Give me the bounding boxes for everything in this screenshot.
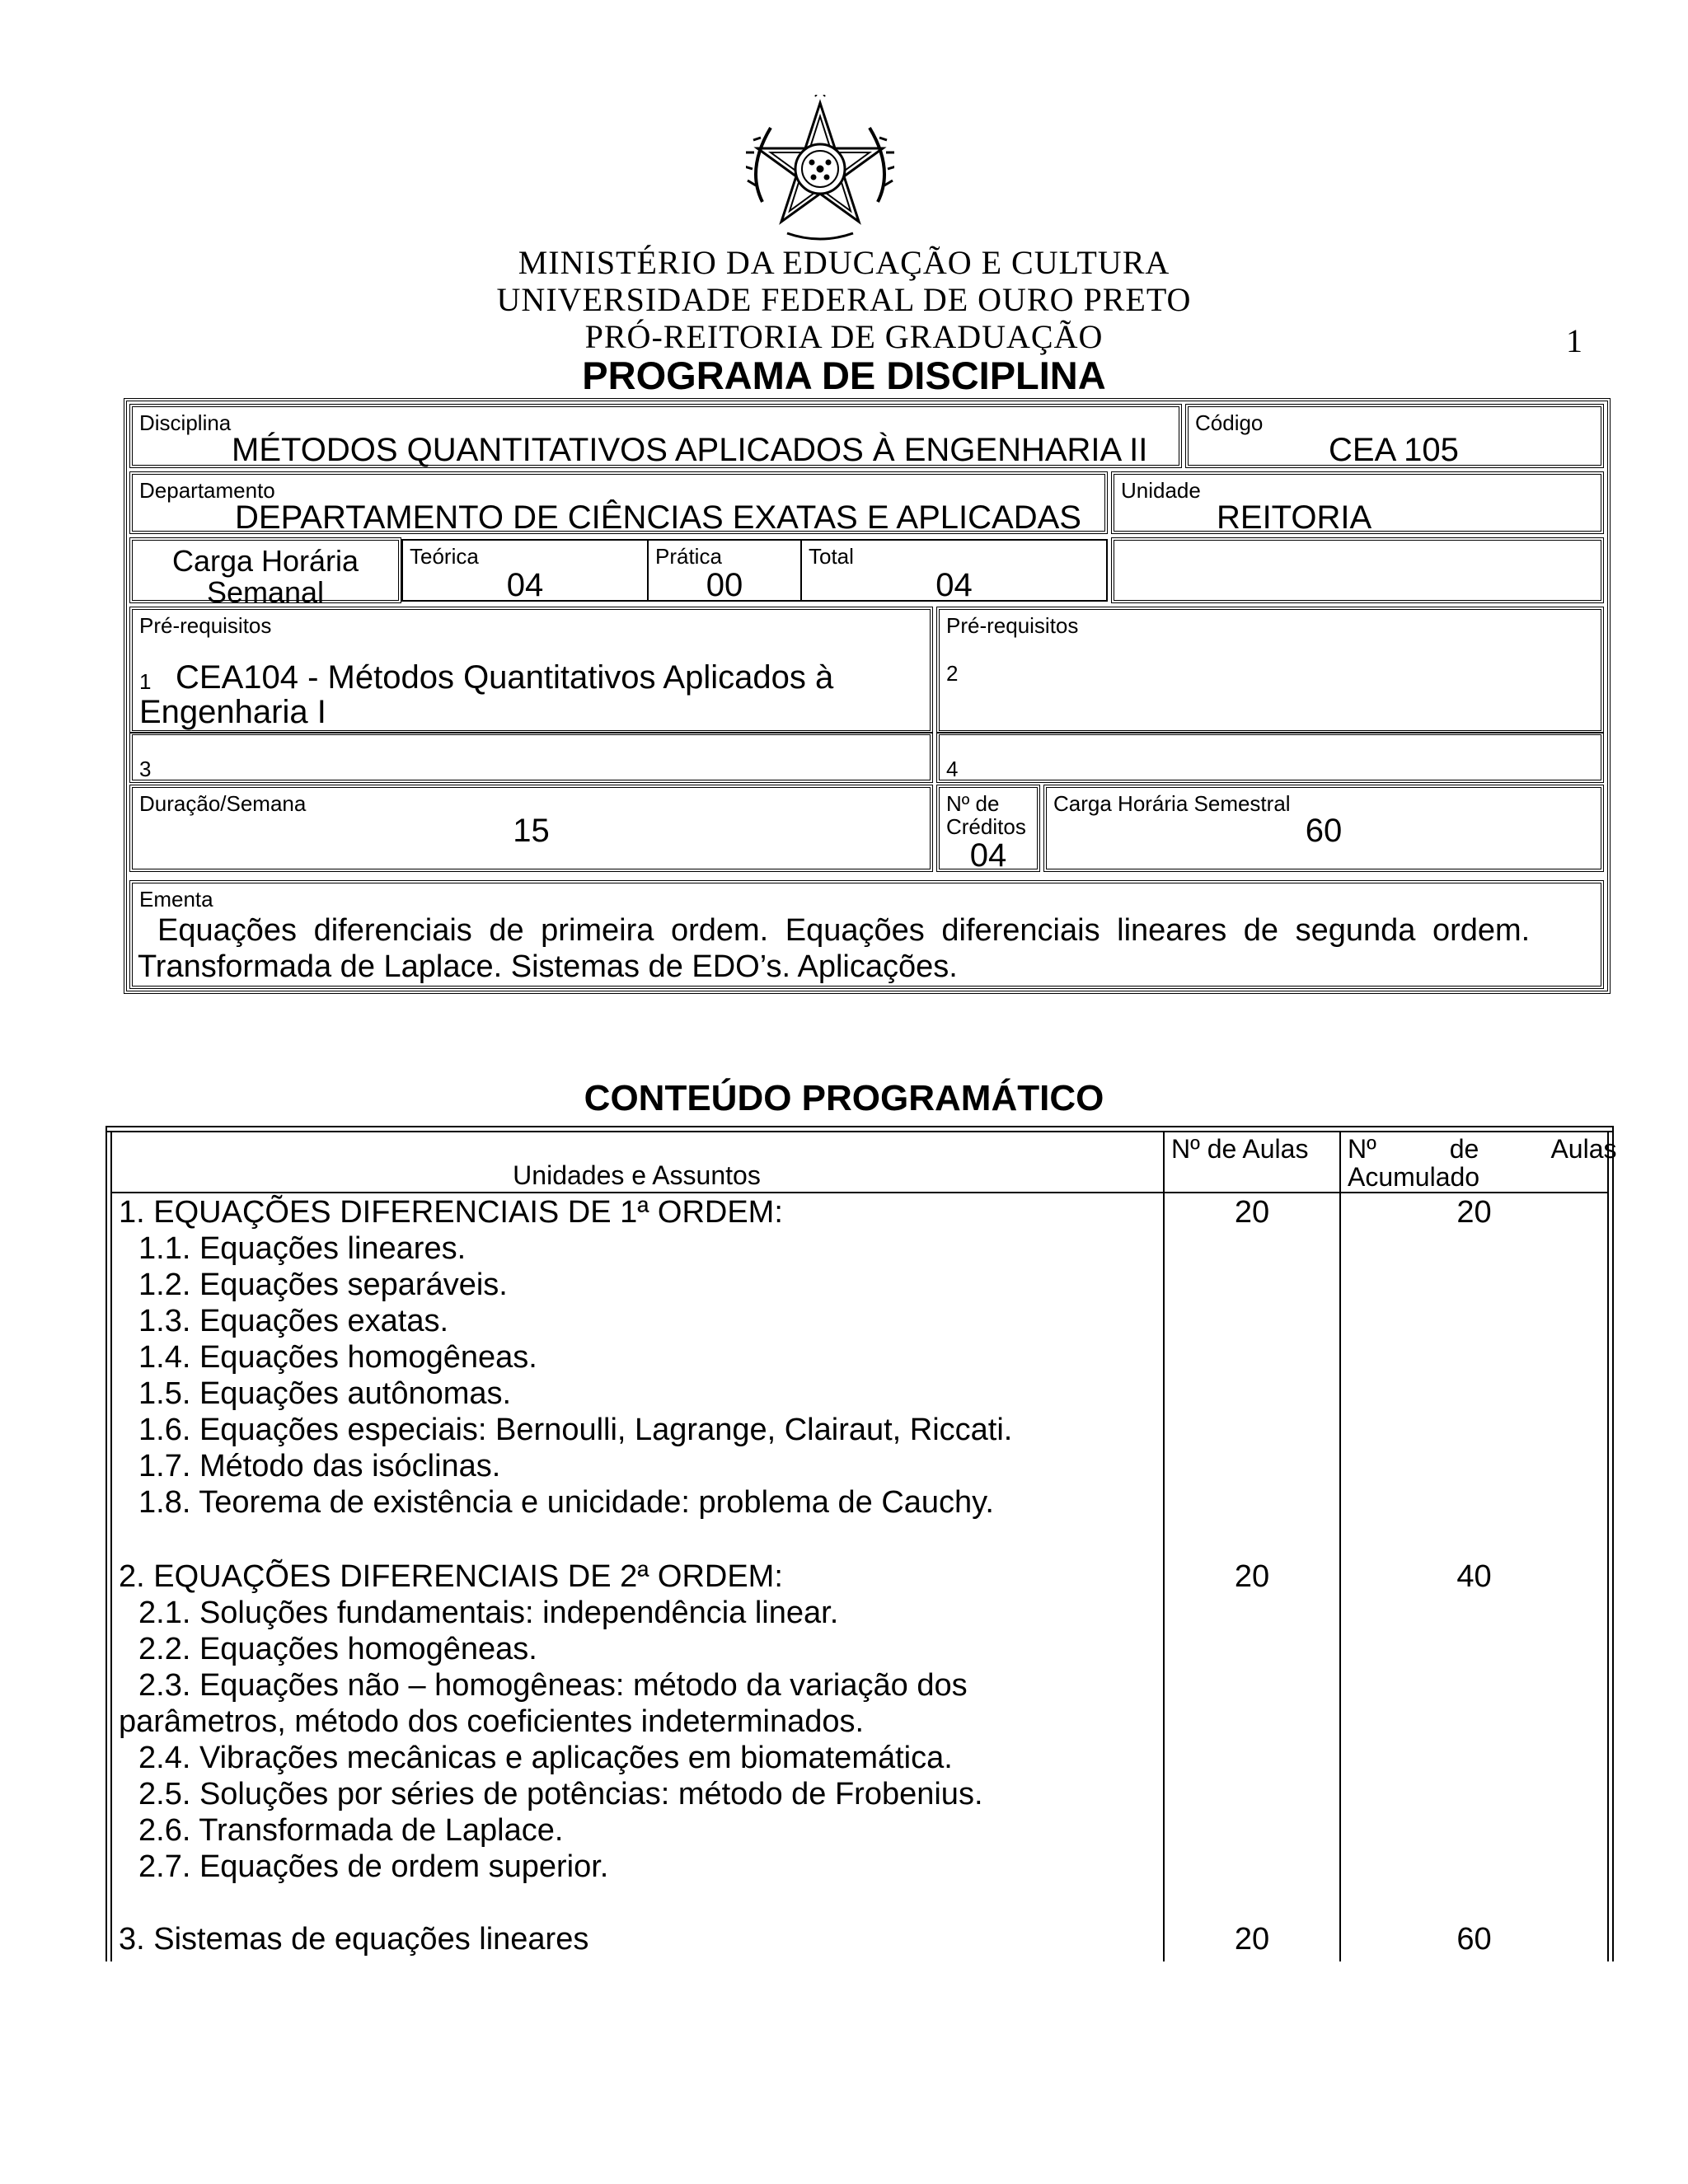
ementa-label: Ementa: [139, 887, 213, 912]
disciplina-cell: [129, 404, 1182, 468]
carga-label-2: Semanal: [206, 575, 325, 609]
unit-2-heading: 2. EQUAÇÕES DIFERENCIAIS DE 2ª ORDEM:: [119, 1559, 783, 1594]
pratica-label: Prática: [655, 544, 722, 569]
list-item: 1.1. Equações lineares.: [138, 1231, 467, 1266]
document-title: PROGRAMA DE DISCIPLINA: [582, 354, 1106, 397]
duracao-label: Duração/Semana: [139, 791, 307, 816]
creditos-label-2: Créditos: [946, 814, 1026, 839]
carga-semanal-cell: [129, 537, 401, 609]
list-item: 1.4. Equações homogêneas.: [138, 1340, 537, 1375]
conteudo-title: CONTEÚDO PROGRAMÁTICO: [584, 1078, 1104, 1118]
carga-semestral-label: Carga Horária Semestral: [1053, 791, 1291, 816]
carga-semestral-cell: [1043, 785, 1604, 872]
list-item: parâmetros, método dos coeficientes indeterminados.: [119, 1704, 865, 1739]
prereq-label-2: Pré-requisitos: [946, 613, 1079, 638]
list-item: 2.4. Vibrações mecânicas e aplicações em biomatemática.: [138, 1741, 953, 1775]
total-label: Total: [809, 544, 854, 569]
prereq-cell-4: [936, 732, 1604, 783]
codigo-label: Código: [1195, 410, 1264, 435]
list-item: 1.5. Equações autônomas.: [138, 1376, 512, 1411]
unit-3-acumulado: 60: [1456, 1922, 1492, 1957]
disciplina-value: MÉTODOS QUANTITATIVOS APLICADOS À ENGENHARIA II: [232, 432, 1148, 468]
ementa-line-2: Transformada de Laplace. Sistemas de EDO’s. Aplicações.: [138, 949, 958, 984]
list-item: 2.3. Equações não – homogêneas: método da variação dos: [138, 1668, 968, 1703]
prereq-cell-1: [129, 607, 933, 733]
teorica-label: Teórica: [410, 544, 479, 569]
prereq-number-2: 2: [946, 661, 959, 686]
duracao-value: 15: [513, 813, 550, 849]
col-acum-header-2: Acumulado: [1348, 1162, 1480, 1192]
list-item: 2.2. Equações homogêneas.: [138, 1632, 537, 1666]
departamento-value: DEPARTAMENTO DE CIÊNCIAS EXATAS E APLICADAS: [235, 499, 1081, 536]
prereq-number-4: 4: [946, 757, 959, 781]
col-acum-header-1: Nº de Aulas: [1348, 1134, 1617, 1164]
unidade-value: REITORIA: [1217, 499, 1372, 536]
empty-cell: [1111, 537, 1604, 603]
teorica-value: 04: [506, 567, 544, 603]
creditos-label-1: Nº de: [946, 791, 1000, 816]
list-item: 1.3. Equações exatas.: [138, 1304, 449, 1338]
list-item: 2.7. Equações de ordem superior.: [138, 1849, 609, 1884]
pratica-cell: [647, 539, 802, 602]
total-value: 04: [935, 567, 973, 603]
unit-1-aulas: 20: [1234, 1195, 1270, 1230]
list-item: 2.6. Transformada de Laplace.: [138, 1813, 564, 1848]
list-item: 1.2. Equações separáveis.: [138, 1268, 508, 1302]
list-item: 2.5. Soluções por séries de potências: método de Frobenius.: [138, 1777, 983, 1811]
col-units-header: Unidades e Assuntos: [513, 1160, 761, 1190]
pro-rectory-line: PRÓ-REITORIA DE GRADUAÇÃO: [584, 318, 1104, 355]
prereq-cell-3: [129, 732, 933, 783]
departamento-cell: [129, 471, 1108, 534]
university-line: UNIVERSIDADE FEDERAL DE OURO PRETO: [496, 281, 1192, 318]
ministry-line: MINISTÉRIO DA EDUCAÇÃO E CULTURA: [518, 244, 1170, 281]
total-cell: [800, 539, 1108, 602]
departamento-label: Departamento: [139, 478, 275, 503]
disciplina-label: Disciplina: [139, 410, 232, 435]
unidade-cell: [1111, 471, 1604, 534]
conteudo-table: [106, 1126, 1617, 1961]
prereq-number-3: 3: [139, 757, 152, 781]
pratica-value: 00: [706, 567, 743, 603]
prereq-cell-2: [936, 607, 1604, 733]
unit-2-aulas: 20: [1234, 1559, 1270, 1594]
coat-of-arms-emblem: [746, 95, 894, 243]
prereq-1-line2: Engenharia I: [139, 694, 326, 730]
prereq-label-1: Pré-requisitos: [139, 613, 272, 638]
carga-semestral-value: 60: [1305, 813, 1343, 849]
codigo-cell: [1185, 404, 1604, 468]
unit-1-heading: 1. EQUAÇÕES DIFERENCIAIS DE 1ª ORDEM:: [119, 1195, 783, 1230]
list-item: 1.7. Método das isóclinas.: [138, 1449, 501, 1483]
prereq-number-1: 1: [139, 669, 152, 694]
creditos-value: 04: [969, 837, 1007, 874]
creditos-cell: [936, 785, 1040, 872]
carga-label-1: Carga Horária: [171, 544, 359, 578]
unit-2-acumulado: 40: [1456, 1559, 1492, 1594]
codigo-value: CEA 105: [1329, 432, 1459, 468]
prereq-1-line1: CEA104 - Métodos Quantitativos Aplicados à: [176, 659, 834, 696]
list-item: 1.8. Teorema de existência e unicidade: problema de Cauchy.: [138, 1485, 994, 1520]
duracao-cell: [129, 785, 933, 872]
unit-1-acumulado: 20: [1456, 1195, 1492, 1230]
teorica-cell: [401, 539, 649, 602]
unit-3-heading: 3. Sistemas de equações lineares: [119, 1922, 589, 1957]
list-item: 1.6. Equações especiais: Bernoulli, Lagrange, Clairaut, Riccati.: [138, 1413, 1013, 1447]
col-aulas-header: Nº de Aulas: [1171, 1134, 1309, 1164]
unidade-label: Unidade: [1121, 478, 1201, 503]
unit-3-aulas: 20: [1234, 1922, 1270, 1957]
list-item: 2.1. Soluções fundamentais: independência linear.: [138, 1596, 839, 1630]
page-number: 1: [1566, 322, 1582, 359]
ementa-cell: [129, 880, 1604, 989]
ementa-line-1: Equações diferenciais de primeira ordem. Equações diferenciais lineares de segunda ordem.: [157, 913, 1531, 948]
